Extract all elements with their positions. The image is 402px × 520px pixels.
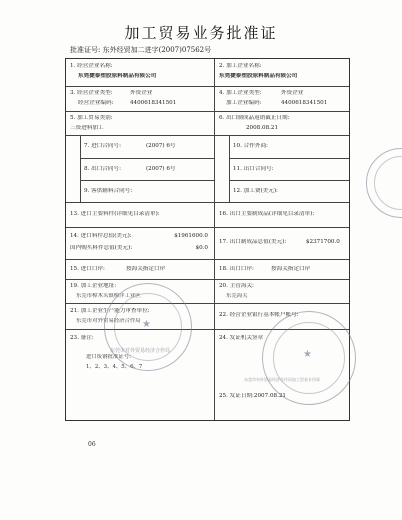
return-deadline-label: 6. 出口制成品返销截止日期: — [219, 115, 290, 121]
main-import-materials-label: 13. 进口主要料件(详细见目录清单): — [70, 211, 160, 217]
issuing-authority-seal-label: 24. 发证机关签章 — [219, 335, 264, 341]
business-enterprise-code-value: 4400618341501 — [130, 100, 177, 106]
processing-fee-label: 12. 加工费(美元): — [233, 188, 278, 194]
domestic-materials-value: $0.0 — [195, 245, 208, 251]
approval-label: 批准证号: — [70, 46, 101, 54]
domestic-materials-value-label: 国内购买料件总值(美元): — [70, 245, 133, 251]
export-port-value: 按海关指定口岸 — [271, 266, 311, 272]
business-enterprise-name-label: 1. 经营企业名称: — [70, 63, 113, 69]
processing-enterprise-code-value: 4400618341501 — [281, 100, 328, 106]
footer-page-number: 06 — [88, 441, 96, 448]
seal-text-left: 东莞市对外贸易经济合作局 — [110, 348, 171, 354]
import-port-value: 按海关指定口岸 — [126, 266, 166, 272]
business-enterprise-name-value: 东莞捷泰塑胶原料制品有限公司 — [78, 73, 157, 79]
import-contract-label: 7. 进口合同号: — [84, 143, 121, 149]
trade-category-label: 5. 加工贸易类别: — [70, 115, 113, 121]
import-total-value: $1961600.0 — [174, 233, 208, 239]
business-enterprise-code-label: 经营企业编码: — [78, 100, 114, 106]
seal-star-right-icon: ★ — [303, 349, 312, 360]
export-contract-value: (2007) 6号 — [146, 166, 176, 172]
business-enterprise-type-label: 3. 经营企业类型: — [70, 90, 113, 96]
approval-number-line — [70, 45, 211, 55]
customs-authority-value: 东莞海关 — [226, 293, 248, 299]
export-contract-label: 8. 出口合同号: — [84, 166, 121, 172]
main-export-products-label: 16. 出口主要制成品(详细见目录清单): — [219, 211, 315, 217]
issue-date: 25. 发证日期:2007.08.21 — [219, 393, 286, 399]
export-total-value-label: 17. 出口制成品总值(美元): — [219, 239, 287, 245]
business-enterprise-type-value: 外资企业 — [130, 90, 153, 96]
remarks-value-2: 1、2、3、4、5、6、7 — [86, 364, 143, 370]
processing-enterprise-name-label: 2. 加工企业名称: — [219, 63, 262, 69]
export-port-label: 18. 出口口岸: — [219, 266, 254, 272]
processing-address-value: 东莞市樟木头镇樟洋工业区 — [76, 293, 141, 299]
import-port-label: 15. 进口口岸: — [70, 266, 105, 272]
processing-address-label: 19. 加工企业地址: — [70, 283, 117, 289]
capacity-review-unit-value: 东莞市对外贸易经济合作局 — [76, 318, 141, 324]
customer-materials-contract-label: 9. 客供辅料合同号: — [84, 188, 133, 194]
processing-enterprise-type-value: 外资企业 — [281, 90, 304, 96]
export-total-value: $2371700.0 — [306, 239, 340, 245]
seal-star-left-icon: ★ — [142, 319, 151, 330]
processing-enterprise-type-label: 4. 加工企业类型: — [219, 90, 262, 96]
approval-form-table — [65, 58, 350, 421]
return-deadline-value: 2008.08.21 — [246, 125, 279, 131]
processing-enterprise-name-value: 东莞捷泰塑胶原料制品有限公司 — [219, 73, 298, 79]
document-title: 加工贸易业务批准证 — [124, 24, 278, 42]
approval-number: 东外经贸加二进字(2007)07562号 — [102, 46, 212, 54]
remarks-label: 23. 备注: — [70, 335, 94, 341]
import-contract-value: (2007) 6号 — [146, 143, 176, 149]
capacity-review-unit-label: 21. 加工企业生产能力审查单位: — [70, 308, 150, 314]
bank-account-label: 22. 经营企业银行基本帐户帐号: — [219, 312, 299, 318]
remarks-value: 进口废钢批准证号: — [86, 354, 131, 360]
foreign-partner-label: 10. 合作外商: — [233, 143, 268, 149]
export-contract-right-label: 11. 出口合同号: — [233, 166, 274, 172]
import-total-value-label: 14. 进口料件总值(美元): — [70, 233, 132, 239]
seal-text-right: 东莞市对外贸易经济合作局加工贸易专用章 — [244, 377, 320, 382]
processing-enterprise-code-label: 加工企业编码: — [226, 100, 262, 106]
trade-category-value: 三资进料加工 — [70, 125, 104, 131]
customs-authority-label: 20. 主管海关: — [219, 283, 254, 289]
